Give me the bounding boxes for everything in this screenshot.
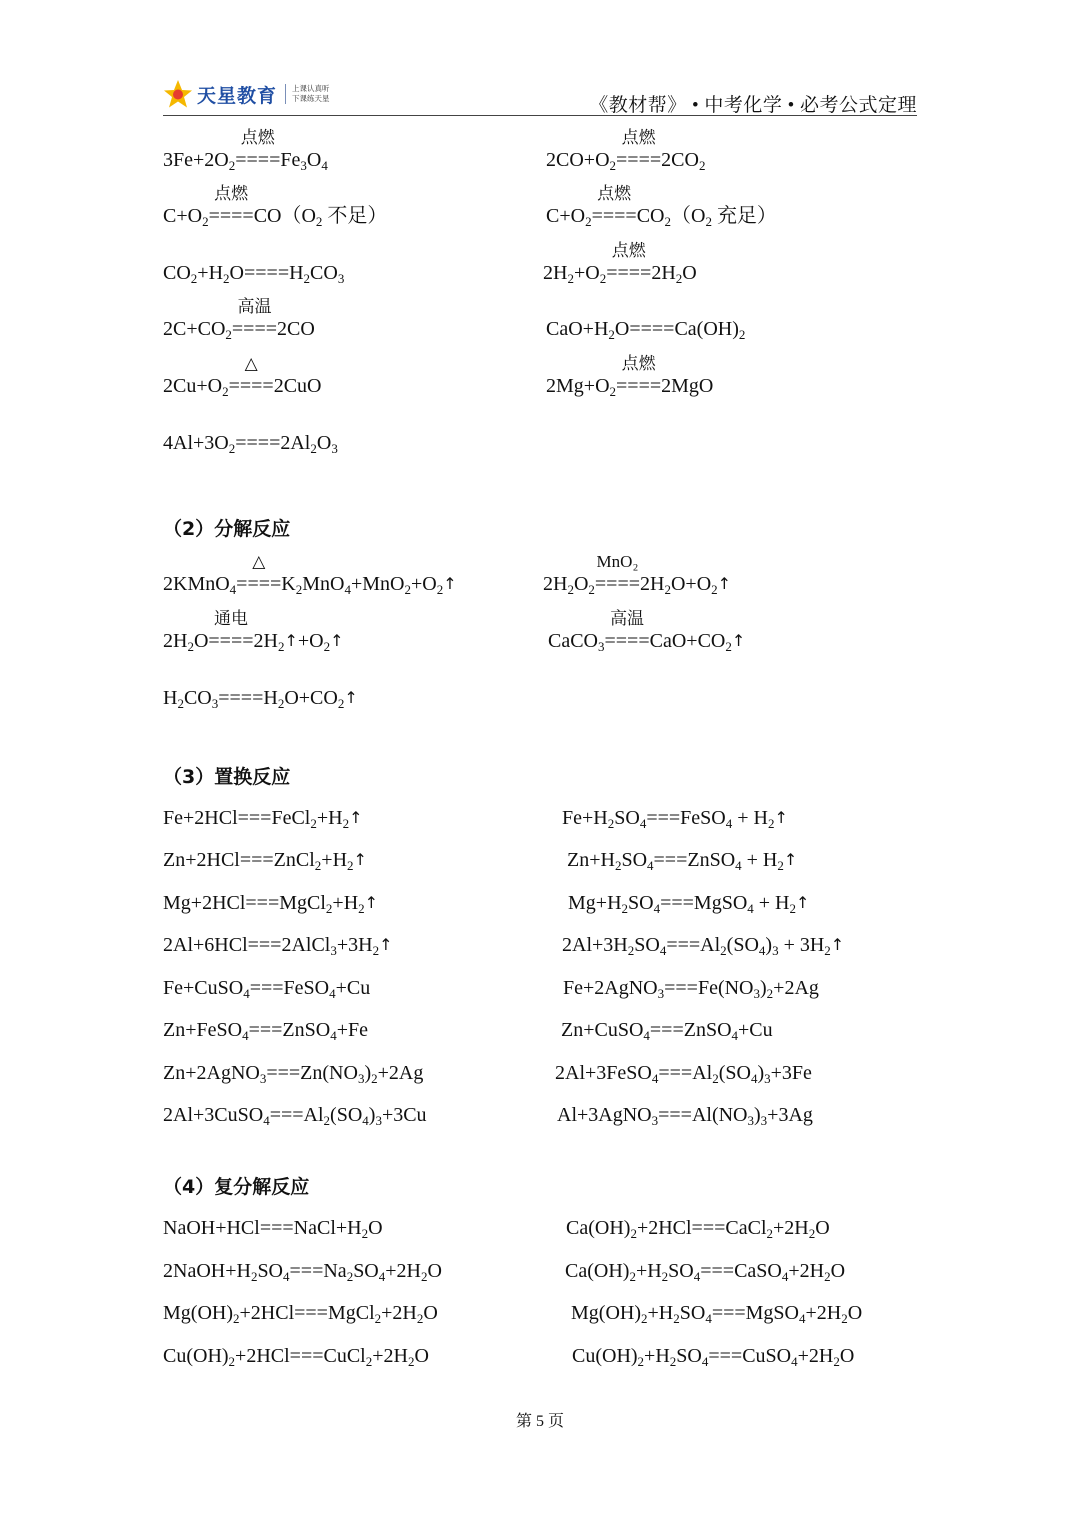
slogan-line-2: 下课练天星	[292, 94, 330, 103]
equation: $2Mg+O_2$ 点燃 ====2MgO	[546, 354, 714, 399]
section-heading: （4）复分解反应	[163, 1176, 310, 1198]
star-logo-icon	[163, 79, 193, 109]
equation: Zn+FeSO$_4$===ZnSO$_4$+Fe	[163, 1019, 368, 1043]
equation: $2Al+3H_2SO_4===Al_2(SO_4)_3$ + $3H_2↑$	[562, 934, 845, 958]
equation: $3Fe+2O_2$ 点燃 $====Fe_3O_4$	[163, 128, 328, 173]
equation: $2CO+O_2$ 点燃 $====2CO_2$	[546, 128, 706, 173]
equation: $Mg(OH)_2+H_2SO_4===MgSO_4+2H_2O$	[571, 1302, 863, 1326]
equation: $Mg(OH)_2+2HCl===MgCl_2+2H_2O$	[163, 1302, 438, 1326]
page-number: 第 5 页	[515, 1413, 564, 1430]
equation: $Ca(OH)_2+H_2SO_4===CaSO_4+2H_2O$	[565, 1260, 846, 1284]
equation: $CO_2+H_2O====H_2CO_3$	[163, 262, 345, 286]
equation: $2C+CO_2$ 高温 ====2CO	[163, 297, 315, 342]
equation: $Mg+H_2SO_4===MgSO_4$ + $H_2↑$	[568, 892, 810, 916]
equation: $2Al+3CuSO_4===Al_2(SO_4)_3+3Cu$	[163, 1104, 427, 1128]
section-heading: （2）分解反应	[163, 518, 291, 540]
equation: $CaO+H_2O====Ca(OH)_2$	[546, 318, 746, 342]
header-rule	[163, 115, 917, 116]
slogan-line-1: 上课认真听	[292, 84, 330, 93]
logo	[163, 76, 330, 112]
equation: Fe+CuSO$_4$===FeSO$_4$+Cu	[163, 977, 371, 1001]
equation: $2Cu+O_2$ △ ====2CuO	[163, 354, 322, 399]
equation: $NaOH+HCl===NaCl+H_2O$	[163, 1217, 383, 1241]
equation: $C+O_2$ 点燃 $====CO_2(O_2$ 充足）	[546, 184, 777, 229]
equation: $Al+3AgNO_3===Al(NO_3)_3+3Ag$	[557, 1104, 813, 1128]
equation: $Cu(OH)_2+2HCl===CuCl_2+2H_2O$	[163, 1345, 429, 1369]
equation: $Fe+2HCl===FeCl_2+H_2↑$	[163, 807, 363, 831]
equation: $Fe+2AgNO_3===Fe(NO_3)_2+2Ag$	[563, 977, 819, 1001]
page-header	[163, 76, 917, 116]
equation: $Zn+2AgNO_3===Zn(NO_3)_2+2Ag$	[163, 1062, 424, 1086]
equation: $Cu(OH)_2+H_2SO_4===CuSO_4+2H_2O$	[572, 1345, 855, 1369]
section-heading: （3）置换反应	[163, 766, 291, 788]
equation: $2Al+3FeSO_4===Al_2(SO_4)_3+3Fe$	[555, 1062, 812, 1086]
brand-name: 天星教育	[197, 84, 278, 107]
equation: $H_2CO_3====H_2O+CO_2↑$	[163, 687, 358, 711]
equation: $2H_2O_2$ MnO₂ $====2H_2O+O_2↑$	[543, 552, 732, 597]
slogan	[285, 84, 330, 104]
equation: $Ca(OH)_2+2HCl===CaCl_2+2H_2O$	[566, 1217, 830, 1241]
equation: $2H_2O$ 通电 $====2H_2↑+O_2↑$	[163, 609, 344, 654]
equation: $2NaOH+H_2SO_4===Na_2SO_4+2H_2O$	[163, 1260, 442, 1284]
equation: $2Al+6HCl===2AlCl_3+3H_2↑$	[163, 934, 393, 958]
equation: Zn+CuSO$_4$===ZnSO$_4$+Cu	[561, 1019, 773, 1043]
series-title: 《教材帮》 • 中考化学 • 必考公式定理	[589, 95, 917, 116]
equation: 2KMnO$_4$ △ $====K_2MnO_4+MnO_2+O_2↑$	[163, 552, 457, 597]
equation: $Mg+2HCl===MgCl_2+H_2↑$	[163, 892, 379, 916]
equation: $4Al+3O_2====2Al_2O_3$	[163, 432, 338, 456]
equation: $2H_2+O_2$ 点燃 $====2H_2O$	[543, 241, 697, 286]
equation: CaCO$_3$ 高温 $====CaO+CO_2↑$	[548, 609, 746, 654]
equation: $C+O_2$ 点燃 $====CO(O_2$ 不足）	[163, 184, 388, 229]
equation: $Zn+2HCl===ZnCl_2+H_2↑$	[163, 849, 367, 873]
equation: $Zn+H_2SO_4===ZnSO_4$ + $H_2↑$	[567, 849, 798, 873]
equation: $Fe+H_2SO_4===FeSO_4$ + $H_2↑$	[562, 807, 788, 831]
